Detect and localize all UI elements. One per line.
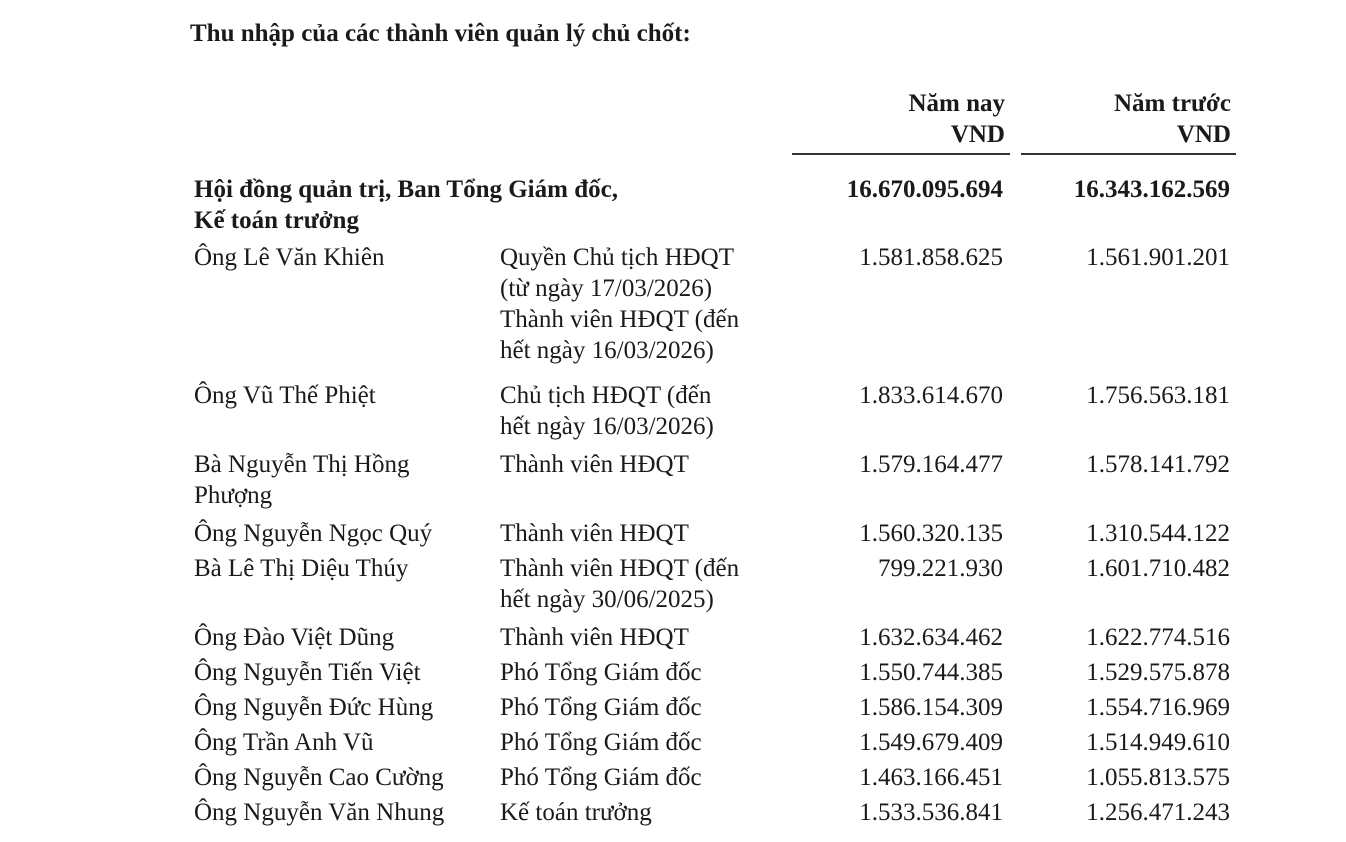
member-name bbox=[194, 518, 432, 549]
member-position-line: Thành viên HĐQT bbox=[500, 624, 689, 651]
column-header-previous-label: Năm trước bbox=[1114, 90, 1231, 117]
current-year-amount: 1.579.164.477 bbox=[859, 451, 1003, 478]
column-header-current-unit: VND bbox=[950, 121, 1005, 148]
current-year-amount: 1.632.634.462 bbox=[859, 624, 1003, 651]
member-name-line: Ông Nguyễn Cao Cường bbox=[194, 764, 444, 791]
member-position bbox=[500, 657, 702, 688]
member-name-line: Bà Lê Thị Diệu Thúy bbox=[194, 555, 409, 582]
previous-year-amount: 1.561.901.201 bbox=[1086, 244, 1230, 271]
member-position bbox=[500, 380, 714, 442]
member-position bbox=[500, 762, 702, 793]
member-position bbox=[500, 553, 739, 615]
previous-year-amount: 1.529.575.878 bbox=[1086, 659, 1230, 686]
member-name-line: Phượng bbox=[194, 482, 273, 509]
member-position-line: Thành viên HĐQT bbox=[500, 520, 689, 547]
member-position-line: Thành viên HĐQT (đến bbox=[500, 306, 740, 333]
group-label bbox=[194, 174, 618, 236]
member-position bbox=[500, 622, 689, 653]
previous-year-amount: 1.578.141.792 bbox=[1086, 451, 1230, 478]
member-name bbox=[194, 692, 433, 723]
previous-year-amount: 1.756.563.181 bbox=[1086, 382, 1230, 409]
current-year-amount: 1.550.744.385 bbox=[859, 659, 1003, 686]
member-position-line: Phó Tổng Giám đốc bbox=[500, 659, 702, 686]
member-position-line: (từ ngày 17/03/2026) bbox=[500, 275, 713, 302]
group-label-line: Hội đồng quản trị, Ban Tổng Giám đốc, bbox=[194, 176, 618, 203]
member-position-line: Thành viên HĐQT (đến bbox=[500, 555, 740, 582]
group-label-line: Kế toán trưởng bbox=[194, 207, 359, 234]
previous-year-amount: 1.310.544.122 bbox=[1086, 520, 1230, 547]
member-name-line: Ông Nguyễn Đức Hùng bbox=[194, 694, 434, 721]
member-name bbox=[194, 727, 373, 758]
previous-year-amount: 1.055.813.575 bbox=[1086, 764, 1230, 791]
member-name bbox=[194, 449, 410, 511]
member-position-line: Thành viên HĐQT bbox=[500, 451, 689, 478]
member-name-line: Ông Vũ Thế Phiệt bbox=[194, 382, 376, 409]
current-year-amount: 799.221.930 bbox=[878, 555, 1003, 582]
member-name-line: Ông Nguyễn Tiến Việt bbox=[194, 659, 421, 686]
member-name-line: Ông Nguyễn Văn Nhung bbox=[194, 799, 445, 826]
current-year-amount: 1.581.858.625 bbox=[859, 244, 1003, 271]
member-position bbox=[500, 692, 702, 723]
previous-year-amount: 1.514.949.610 bbox=[1086, 729, 1230, 756]
member-name-line: Ông Trần Anh Vũ bbox=[194, 729, 374, 756]
member-name bbox=[194, 657, 421, 688]
member-name-line: Ông Đào Việt Dũng bbox=[194, 624, 395, 651]
column-header-current-label: Năm nay bbox=[908, 90, 1005, 117]
column-header-previous-unit: VND bbox=[1176, 121, 1231, 148]
section-title: Thu nhập của các thành viên quản lý chủ chốt: bbox=[190, 20, 691, 47]
member-name bbox=[194, 553, 408, 584]
previous-year-amount: 1.256.471.243 bbox=[1086, 799, 1230, 826]
current-year-amount: 1.833.614.670 bbox=[859, 382, 1003, 409]
member-position-line: Phó Tổng Giám đốc bbox=[500, 729, 702, 756]
member-name bbox=[194, 762, 444, 793]
member-position-line: Phó Tổng Giám đốc bbox=[500, 764, 702, 791]
member-position bbox=[500, 449, 689, 480]
current-year-amount: 1.586.154.309 bbox=[859, 694, 1003, 721]
member-position-line: hết ngày 30/06/2025) bbox=[500, 586, 714, 613]
member-position bbox=[500, 518, 689, 549]
member-position bbox=[500, 727, 702, 758]
previous-year-amount: 1.554.716.969 bbox=[1086, 694, 1230, 721]
group-previous-total: 16.343.162.569 bbox=[1073, 176, 1230, 203]
previous-year-amount: 1.622.774.516 bbox=[1086, 624, 1230, 651]
member-name-line: Ông Lê Văn Khiên bbox=[194, 244, 385, 271]
member-position-line: hết ngày 16/03/2026) bbox=[500, 337, 714, 364]
member-name bbox=[194, 242, 384, 273]
current-year-amount: 1.560.320.135 bbox=[859, 520, 1003, 547]
member-position-line: hết ngày 16/03/2026) bbox=[500, 413, 714, 440]
member-name-line: Bà Nguyễn Thị Hồng bbox=[194, 451, 410, 478]
column-header-previous-year bbox=[1021, 88, 1236, 155]
group-current-total: 16.670.095.694 bbox=[846, 176, 1003, 203]
member-name bbox=[194, 622, 394, 653]
member-position-line: Kế toán trưởng bbox=[500, 799, 652, 826]
member-position-line: Quyền Chủ tịch HĐQT bbox=[500, 244, 734, 271]
member-position bbox=[500, 242, 739, 366]
column-header-current-year bbox=[792, 88, 1010, 155]
member-name bbox=[194, 380, 376, 411]
member-name bbox=[194, 797, 444, 828]
member-position-line: Phó Tổng Giám đốc bbox=[500, 694, 702, 721]
member-position bbox=[500, 797, 652, 828]
member-name-line: Ông Nguyễn Ngọc Quý bbox=[194, 520, 433, 547]
member-position-line: Chủ tịch HĐQT (đến bbox=[500, 382, 712, 409]
current-year-amount: 1.549.679.409 bbox=[859, 729, 1003, 756]
current-year-amount: 1.463.166.451 bbox=[859, 764, 1003, 791]
current-year-amount: 1.533.536.841 bbox=[859, 799, 1003, 826]
previous-year-amount: 1.601.710.482 bbox=[1086, 555, 1230, 582]
